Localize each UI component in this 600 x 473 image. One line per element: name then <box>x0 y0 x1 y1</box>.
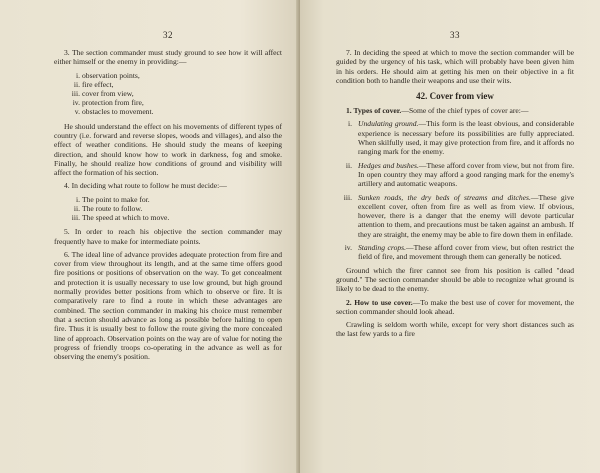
types-of-cover-intro: 1. Types of cover.—Some of the chief types of cover are:— <box>346 106 529 116</box>
how-to-use-cover-para: 2. How to use cover.—To make the best use of cover for movement, the section commander should look ahead. <box>336 297 574 316</box>
cover-type-item: ii. Hedges and bushes.—These afford cover from view, but not from fire. In open country they may afford a good ranging mark for the enemy's artillery and automatic weapons. <box>345 160 574 189</box>
dead-ground-para: Ground which the firer cannot see from his position is called "dead ground." The section commander should be able to recognize what ground is likely to be dead to the enemy. <box>336 265 574 294</box>
para-4-intro: 4. In deciding what route to follow he must decide:— <box>64 181 227 191</box>
para-3-body: He should understand the effect on his movements of different types of country (i.e. forward and reverse slopes, woods and villages), and also the effect of weather conditions. He should study the means of keeping direction, and should know how to work in darkness, fog and smoke. Finally, he should realize how conditions of ground and visibility will affect the formation of his section. <box>54 121 282 178</box>
right-page-number: 33 <box>450 30 460 40</box>
para-6: 6. The ideal line of advance provides adequate protection from fire and cover from view throughout its length, and at the same time offers good fire positions or positions of observation on the way. To get concealment and protection it is usually necessary to use low ground, but high ground normally provides better positions from which to observe or fire. It is comparatively rare to find a route in which these advantages are combined. The section commander in making his choice must remember that a section should advance as long as possible before halting to open fire. Thus it is usually best to follow the route giving the more concealed line of approach. Observation points on the way are of value for noting the progress of friendly troops co-operating in the advance as well as for observing the enemy's position. <box>54 249 282 362</box>
list-item: iii. cover from view, <box>71 89 134 98</box>
para-3-list <box>54 71 282 117</box>
crawling-para: Crawling is seldom worth while, except for very short distances such as the last few yards to a fire <box>336 320 574 339</box>
list-item: ii. fire effect, <box>73 79 114 89</box>
para-5: 5. In order to reach his objective the section commander may frequently have to make for intermediate points. <box>54 227 282 246</box>
cover-type-item: i. Undulating ground.—This form is the least obvious, and considerable experience is necessary before its possibilities are fully appreciated. When skilfully used, it may give protection from fire, and it affords no ranging mark for the enemy. <box>347 119 574 157</box>
section-heading: 42. Cover from view <box>416 91 494 102</box>
how-to-use-cover-lead: 2. How to use cover. <box>346 297 413 307</box>
list-item: iii. The speed at which to move. <box>71 213 170 223</box>
left-page-number: 32 <box>163 30 173 40</box>
cover-type-item: iii. Sunken roads, the dry beds of streams and ditches.—These give excellent cover, often from fire as well as from view. If obvious, however, there is a danger that the enemy will devote particular attention to them, and precautions must be taken against an ambush. If they are straight, the enemy may be able to fire down them in enfilade. <box>343 192 575 239</box>
para-7: 7. In deciding the speed at which to move the section commander will be guided by the urgency of his task, which will probably have been given him in his orders. He should aim at getting his men on their objective in a fit condition both to handle their weapons and use their wits. <box>336 48 574 85</box>
list-item: i. The point to make for. <box>75 194 150 204</box>
list-item: i. observation points, <box>75 70 140 80</box>
para-4-list <box>54 195 282 223</box>
list-item: v. obstacles to movement. <box>74 107 154 117</box>
list-item: ii. The route to follow. <box>73 203 143 213</box>
right-page <box>300 0 600 473</box>
para-3-intro: 3. The section commander must study ground to see how it will affect either himself or the enemy in providing:— <box>54 48 282 67</box>
types-of-cover-lead: 1. Types of cover. <box>346 106 402 116</box>
cover-type-item: iv. Standing crops.—These afford cover from view, but often restrict the field of fire, and movement through them can generally be noticed. <box>344 243 574 262</box>
list-item: iv. protection from fire, <box>72 98 144 108</box>
